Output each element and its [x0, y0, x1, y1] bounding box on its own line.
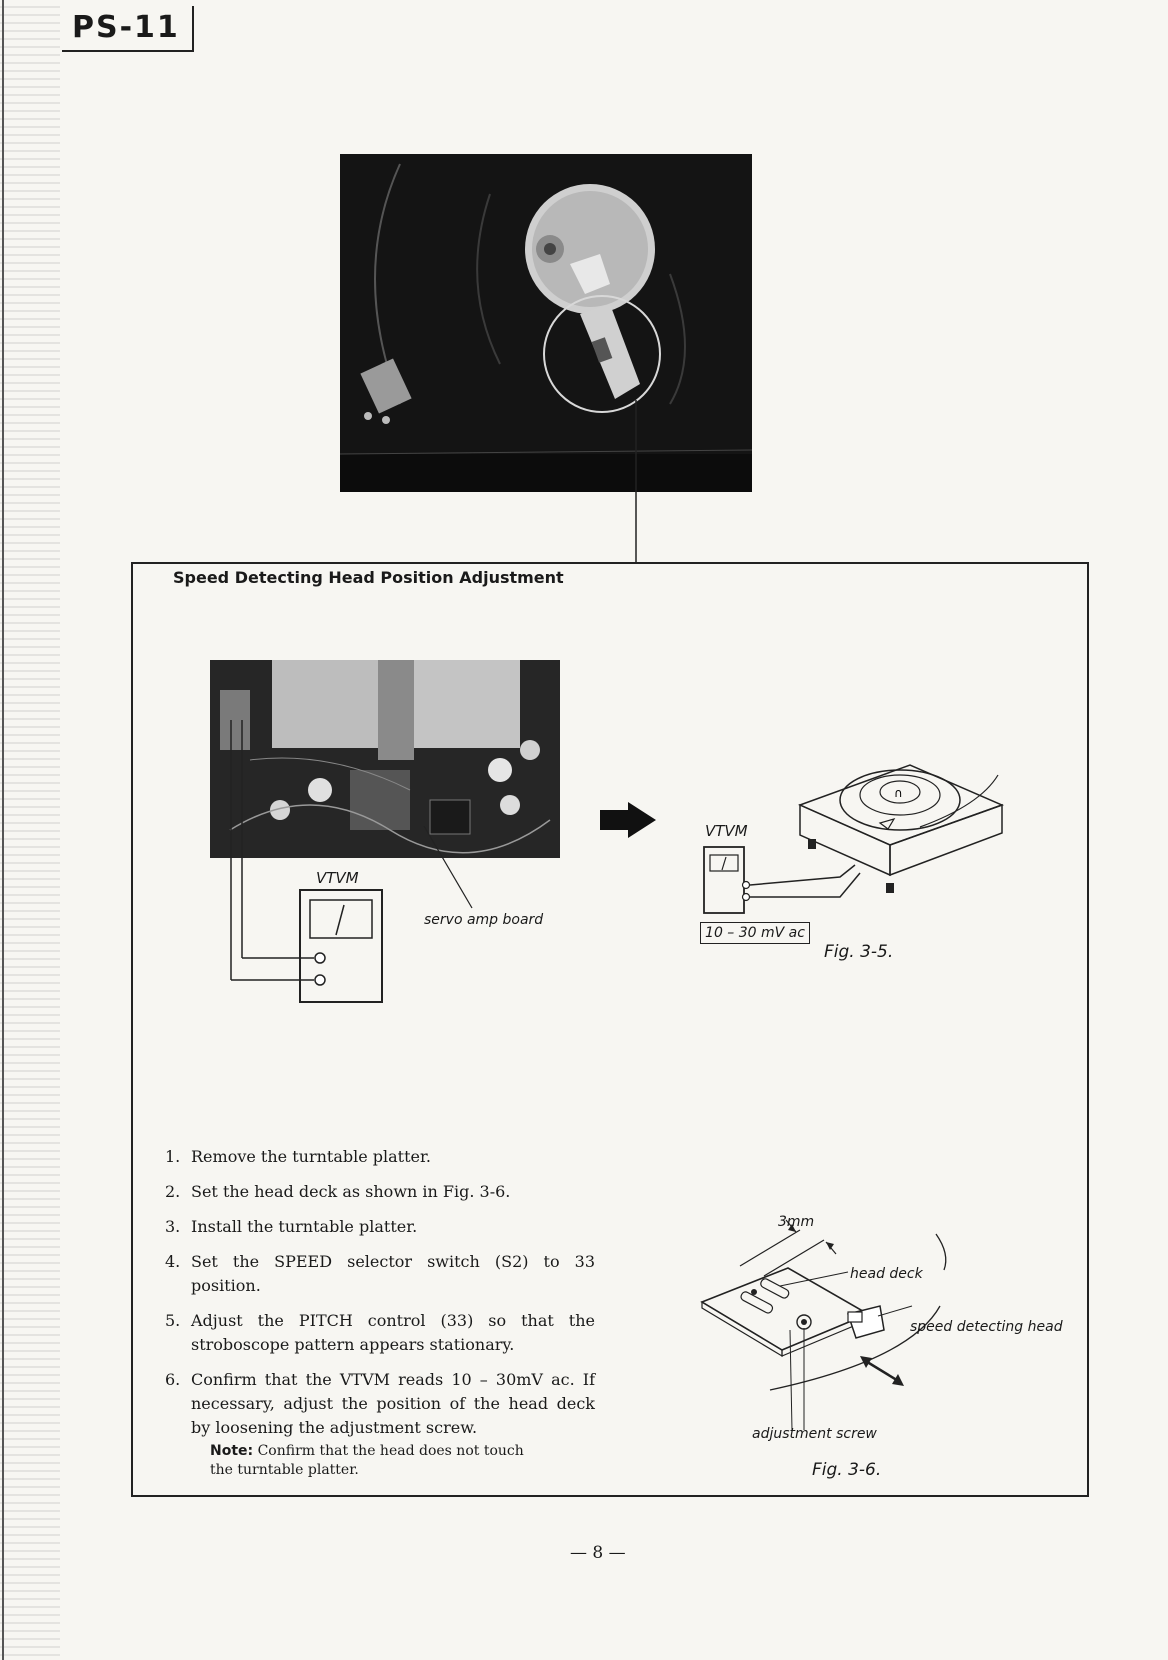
svg-text:∩: ∩ [894, 786, 903, 800]
scan-edge-artifact [0, 0, 60, 1660]
speed-detecting-head-label: speed detecting head [910, 1319, 1063, 1335]
step-number: 2. [165, 1182, 181, 1201]
step-text: Confirm that the VTVM reads 10 – 30mV ac. If necessary, adjust the position of the head deck by loosening the adjustment screw. [191, 1370, 595, 1437]
note-label: Note: [210, 1443, 254, 1459]
procedure-steps [165, 1145, 595, 1451]
right-vtvm-label: VTVM [705, 822, 748, 840]
model-number: PS-11 [72, 10, 180, 45]
head-deck-label: head deck [850, 1266, 923, 1282]
voltage-range-box: 10 – 30 mV ac [700, 922, 810, 944]
step-text: Remove the turntable platter. [191, 1147, 431, 1166]
step-text: Install the turntable platter. [191, 1217, 418, 1236]
note-text: Confirm that the head does not touch the turntable platter. [210, 1443, 524, 1478]
scan-edge-line [2, 0, 4, 1660]
step-6 [165, 1368, 595, 1440]
step-2 [165, 1180, 595, 1204]
step-text: Adjust the PITCH control (33) so that the stroboscope pattern appears stationary. [191, 1311, 595, 1354]
step-5 [165, 1309, 595, 1357]
step-number: 4. [165, 1252, 181, 1271]
turntable-photo [340, 154, 752, 492]
step-number: 6. [165, 1370, 181, 1389]
leader-line [600, 400, 640, 566]
left-vtvm-diagram [220, 700, 420, 1010]
turntable-photo-drawing [340, 154, 752, 492]
step-text: Set the SPEED selector switch (S2) to 33 position. [191, 1252, 595, 1295]
step-text: Set the head deck as shown in Fig. 3-6. [191, 1182, 511, 1201]
step-4 [165, 1250, 595, 1298]
arrow-right-icon [598, 800, 660, 840]
step-1 [165, 1145, 595, 1169]
gap-label: 3mm [778, 1214, 815, 1230]
step-3 [165, 1215, 595, 1239]
adjustment-screw-label: adjustment screw [752, 1426, 877, 1442]
step-number: 5. [165, 1311, 181, 1330]
step-number: 3. [165, 1217, 181, 1236]
left-vtvm-label: VTVM [316, 869, 359, 887]
step-number: 1. [165, 1147, 181, 1166]
fig-3-5-caption: Fig. 3-5. [824, 942, 894, 962]
section-title: Speed Detecting Head Position Adjustment [173, 568, 564, 587]
note-block [210, 1442, 550, 1480]
servo-callout-line [420, 820, 480, 920]
fig-3-6-caption: Fig. 3-6. [812, 1460, 882, 1480]
servo-amp-board-label: servo amp board [424, 912, 544, 928]
page-number: — 8 — [570, 1543, 626, 1563]
